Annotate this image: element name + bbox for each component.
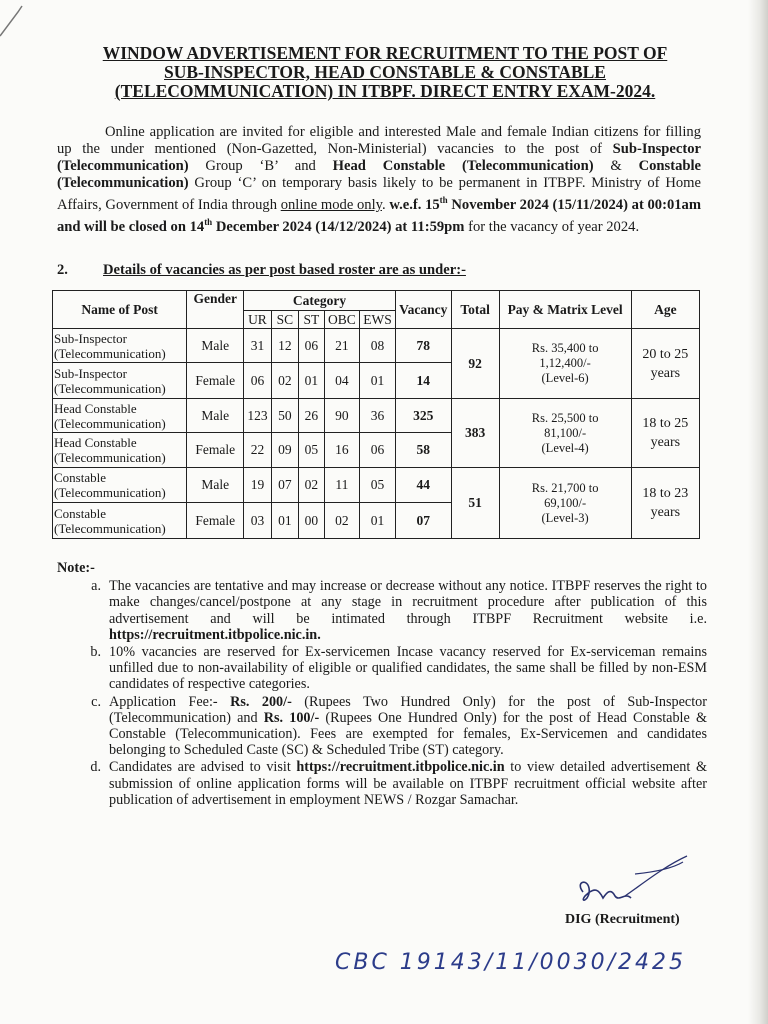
pay-cell: Rs. 21,700 to 69,100/- (Level-3): [499, 468, 631, 539]
header-category: Category: [244, 291, 396, 311]
header-sc: SC: [271, 311, 298, 329]
header-name-of-post: Name of Post: [53, 291, 187, 329]
pay-cell: Rs. 35,400 to 1,12,400/- (Level-6): [499, 329, 631, 399]
table-row: Head Constable (Telecommunication) Male 123 50 26 90 36 325 383 Rs. 25,500 to 81,100/- (Level-4) 18 to 25 years: [53, 399, 700, 433]
header-total: Total: [451, 291, 499, 329]
total-cell: 383: [451, 399, 499, 468]
notes-heading: Note:-: [57, 560, 95, 576]
signature-title: DIG (Recruitment): [565, 912, 680, 927]
table-header-row: [53, 291, 700, 311]
table-row: Constable (Telecommunication) Male 19 07 02 11 05 44 51 Rs. 21,700 to 69,100/- (Level-3) 18 to 23 years: [53, 468, 700, 503]
note-d: d. Candidates are advised to visit https://recruitment.itbpolice.nic.in to view detailed advertisement & submission of online application forms will be available on ITBPF recruitment official website after publication of advertisement in employment NEWS / Rozgar Samachar.: [90, 759, 707, 808]
table-row: Head Constable (Telecommunication) Female 22 09 05 16 06 58: [53, 433, 700, 468]
page-title: [60, 44, 710, 101]
notes-section: [57, 560, 707, 809]
age-cell: 20 to 25 years: [631, 329, 699, 399]
page-corner-mark: [0, 0, 60, 50]
table-row: Sub-Inspector (Telecommunication) Female 06 02 01 04 01 14: [53, 363, 700, 399]
header-obc: OBC: [324, 311, 360, 329]
table-row: Sub-Inspector (Telecommunication) Male 31 12 06 21 08 78 92 Rs. 35,400 to 1,12,400/- (Level-6) 20 to 25 years: [53, 329, 700, 363]
age-cell: 18 to 23 years: [631, 468, 699, 539]
age-cell: 18 to 25 years: [631, 399, 699, 468]
note-b: b. 10% vacancies are reserved for Ex-servicemen Incase vacancy reserved for Ex-serviceman remains unfilled due to non-availability of eligible or qualified candidates, the same shall be filled by non-ESM candidates of respective categories.: [90, 644, 707, 693]
header-ur: UR: [244, 311, 271, 329]
section-heading: 2. Details of vacancies as per post based roster are as under:-: [57, 262, 466, 278]
header-st: ST: [299, 311, 324, 329]
note-c: c. Application Fee:- Rs. 200/- (Rupees Two Hundred Only) for the post of Sub-Inspector (Telecommunication) and Rs. 100/- (Rupees One Hundred Only) for the post of Head Constable & Constable (Telecommunication). Fees are exempted for females, Ex-Servicemen and candidates belonging to Scheduled Caste (SC) & Scheduled Tribe (ST) category.: [91, 693, 707, 759]
header-gender: Gender: [187, 291, 244, 329]
header-vacancy: Vacancy: [395, 291, 451, 329]
pay-cell: Rs. 25,500 to 81,100/- (Level-4): [499, 399, 631, 468]
header-age: Age: [631, 291, 699, 329]
total-cell: 92: [451, 329, 499, 399]
vacancy-table: [52, 290, 700, 539]
total-cell: 51: [451, 468, 499, 539]
header-pay: Pay & Matrix Level: [499, 291, 631, 329]
table-row: Constable (Telecommunication) Female 03 01 00 02 01 07: [53, 503, 700, 539]
title-line-3: (TELECOMMUNICATION) IN ITBPF. DIRECT ENTRY EXAM-2024.: [114, 81, 656, 101]
note-a: a. The vacancies are tentative and may increase or decrease without any notice. ITBPF reserves the right to make changes/cancel/postpone at any stage in recruitment procedure after publication of this advertisement and will be intimated through ITBPF Recruitment website i.e. https://recruitment.itbpolice.nic.in.: [91, 578, 707, 643]
header-ews: EWS: [360, 311, 396, 329]
title-line-2: SUB-INSPECTOR, HEAD CONSTABLE & CONSTABLE: [164, 62, 606, 82]
title-line-1: WINDOW ADVERTISEMENT FOR RECRUITMENT TO THE POST OF: [102, 43, 668, 63]
intro-paragraph: Online application are invited for eligible and interested Male and female Indian citizens for filling up the under mentioned (Non-Gazetted, Non-Ministerial) vacancies to the post of Sub-Inspector (Telecommunication) Group ‘B’ and Head Constable (Telecommunication) & Constable (Telecommunication) Group ‘C’ on temporary basis likely to be permanent in ITBPF. Ministry of Home Affairs, Government of India through online mode only. w.e.f. 15th November 2024 (15/11/2024) at 00:01am and will be closed on 14th December 2024 (14/12/2024) at 11:59pm for the vacancy of year 2024.: [57, 124, 702, 235]
page-edge: [748, 0, 768, 1024]
handwritten-reference: CBC 19143/11/0030/2425: [335, 950, 687, 975]
